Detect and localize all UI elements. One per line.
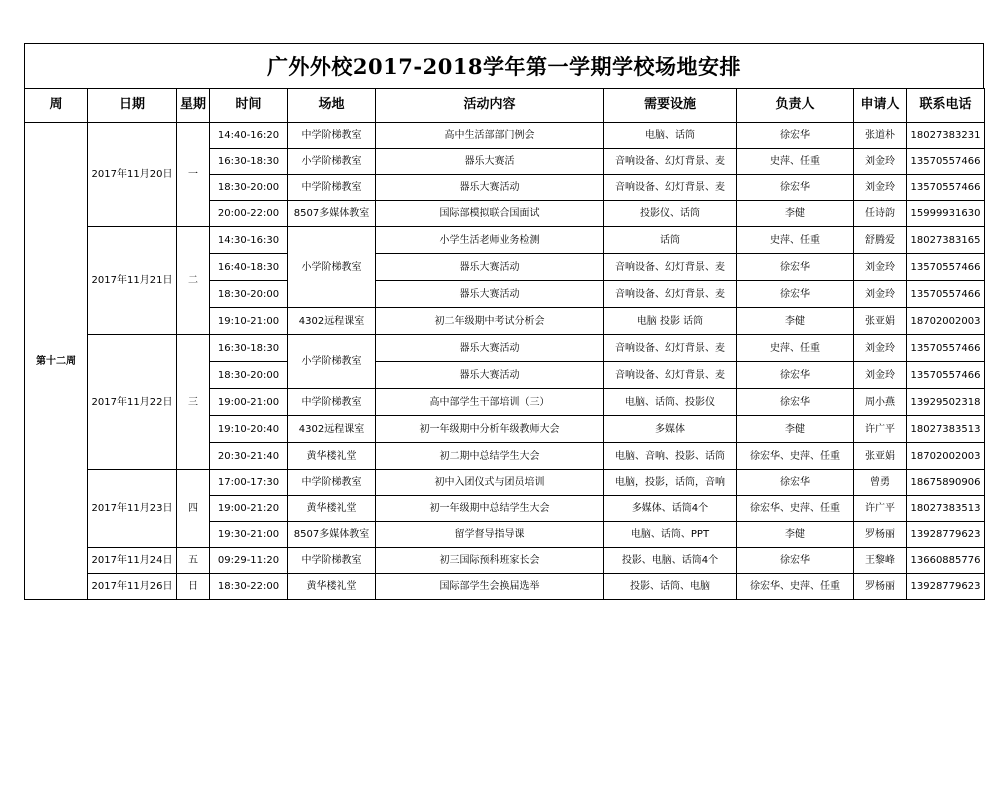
facilities-cell: 音响设备、幻灯背景、麦 [604, 281, 737, 308]
person-cell: 李健 [737, 522, 854, 548]
applicant-cell: 刘金玲 [854, 281, 907, 308]
phone-cell: 13570557466 [907, 175, 985, 201]
venue-cell: 中学阶梯教室 [288, 175, 376, 201]
facilities-cell: 音响设备、幻灯背景、麦 [604, 254, 737, 281]
phone-cell: 13570557466 [907, 281, 985, 308]
facilities-cell: 电脑、话筒 [604, 123, 737, 149]
date-cell: 2017年11月24日 [88, 548, 177, 574]
time-cell: 18:30-22:00 [210, 574, 288, 600]
person-cell: 徐宏华 [737, 123, 854, 149]
facilities-cell: 音响设备、幻灯背景、麦 [604, 175, 737, 201]
phone-cell: 13570557466 [907, 149, 985, 175]
activity-cell: 初二年级期中考试分析会 [376, 308, 604, 335]
weekday-cell: 三 [177, 335, 210, 470]
venue-cell: 黄华楼礼堂 [288, 574, 376, 600]
header-weekday: 星期 [177, 89, 210, 123]
activity-cell: 高中部学生干部培训（三） [376, 389, 604, 416]
time-cell: 14:40-16:20 [210, 123, 288, 149]
date-cell: 2017年11月23日 [88, 470, 177, 548]
person-cell: 徐宏华、史萍、任重 [737, 443, 854, 470]
activity-cell: 器乐大赛活动 [376, 281, 604, 308]
applicant-cell: 刘金玲 [854, 254, 907, 281]
applicant-cell: 舒腾爱 [854, 227, 907, 254]
activity-cell: 器乐大赛活动 [376, 362, 604, 389]
table-row [25, 548, 985, 574]
header-week: 周 [25, 89, 88, 123]
time-cell: 19:00-21:00 [210, 389, 288, 416]
table-row [25, 227, 985, 254]
activity-cell: 器乐大赛活动 [376, 254, 604, 281]
facilities-cell: 电脑 投影 话筒 [604, 308, 737, 335]
header-date: 日期 [88, 89, 177, 123]
facilities-cell: 音响设备、幻灯背景、麦 [604, 362, 737, 389]
applicant-cell: 罗杨丽 [854, 522, 907, 548]
facilities-cell: 多媒体 [604, 416, 737, 443]
time-cell: 16:30-18:30 [210, 335, 288, 362]
applicant-cell: 罗杨丽 [854, 574, 907, 600]
phone-cell: 18027383513 [907, 416, 985, 443]
applicant-cell: 周小燕 [854, 389, 907, 416]
applicant-cell: 王黎峰 [854, 548, 907, 574]
person-cell: 徐宏华 [737, 281, 854, 308]
person-cell: 徐宏华 [737, 389, 854, 416]
activity-cell: 小学生活老师业务检测 [376, 227, 604, 254]
phone-cell: 13928779623 [907, 574, 985, 600]
applicant-cell: 许广平 [854, 496, 907, 522]
activity-cell: 高中生活部部门例会 [376, 123, 604, 149]
venue-cell: 4302远程课室 [288, 308, 376, 335]
time-cell: 17:00-17:30 [210, 470, 288, 496]
venue-cell: 小学阶梯教室 [288, 149, 376, 175]
venue-cell: 4302远程课室 [288, 416, 376, 443]
facilities-cell: 电脑，投影，话筒，音响 [604, 470, 737, 496]
phone-cell: 15999931630 [907, 201, 985, 227]
applicant-cell: 任诗韵 [854, 201, 907, 227]
weekday-cell: 四 [177, 470, 210, 548]
applicant-cell: 曾勇 [854, 470, 907, 496]
phone-cell: 13660885776 [907, 548, 985, 574]
phone-cell: 18702002003 [907, 443, 985, 470]
header-phone: 联系电话 [907, 89, 985, 123]
activity-cell: 初三国际预科班家长会 [376, 548, 604, 574]
applicant-cell: 刘金玲 [854, 149, 907, 175]
facilities-cell: 投影仪、话筒 [604, 201, 737, 227]
sheet-title: 广外外校2017-2018学年第一学期学校场地安排 [24, 43, 984, 88]
schedule-sheet [24, 43, 984, 600]
time-cell: 19:10-21:00 [210, 308, 288, 335]
weekday-cell: 五 [177, 548, 210, 574]
time-cell: 19:00-21:20 [210, 496, 288, 522]
header-facilities: 需要设施 [604, 89, 737, 123]
person-cell: 徐宏华 [737, 175, 854, 201]
applicant-cell: 张道朴 [854, 123, 907, 149]
person-cell: 徐宏华、史萍、任重 [737, 574, 854, 600]
venue-cell: 黄华楼礼堂 [288, 496, 376, 522]
person-cell: 徐宏华 [737, 470, 854, 496]
time-cell: 16:30-18:30 [210, 149, 288, 175]
phone-cell: 18702002003 [907, 308, 985, 335]
venue-cell: 中学阶梯教室 [288, 548, 376, 574]
phone-cell: 18027383513 [907, 496, 985, 522]
time-cell: 18:30-20:00 [210, 281, 288, 308]
applicant-cell: 刘金玲 [854, 175, 907, 201]
activity-cell: 留学督导指导课 [376, 522, 604, 548]
phone-cell: 13928779623 [907, 522, 985, 548]
person-cell: 李健 [737, 308, 854, 335]
week-cell: 第十二周 [25, 123, 88, 600]
activity-cell: 初一年级期中分析年级教师大会 [376, 416, 604, 443]
time-cell: 18:30-20:00 [210, 362, 288, 389]
venue-cell: 中学阶梯教室 [288, 470, 376, 496]
venue-cell: 8507多媒体教室 [288, 522, 376, 548]
person-cell: 李健 [737, 416, 854, 443]
person-cell: 徐宏华 [737, 254, 854, 281]
weekday-cell: 二 [177, 227, 210, 335]
time-cell: 14:30-16:30 [210, 227, 288, 254]
phone-cell: 13570557466 [907, 362, 985, 389]
venue-cell: 小学阶梯教室 [288, 335, 376, 389]
weekday-cell: 一 [177, 123, 210, 227]
facilities-cell: 电脑、话筒、PPT [604, 522, 737, 548]
date-cell: 2017年11月21日 [88, 227, 177, 335]
facilities-cell: 电脑、音响、投影、话筒 [604, 443, 737, 470]
person-cell: 史萍、任重 [737, 149, 854, 175]
phone-cell: 18027383165 [907, 227, 985, 254]
facilities-cell: 投影、话筒、电脑 [604, 574, 737, 600]
time-cell: 20:30-21:40 [210, 443, 288, 470]
activity-cell: 初中入团仪式与团员培训 [376, 470, 604, 496]
table-row [25, 335, 985, 362]
venue-cell: 中学阶梯教室 [288, 123, 376, 149]
weekday-cell: 日 [177, 574, 210, 600]
time-cell: 18:30-20:00 [210, 175, 288, 201]
activity-cell: 器乐大赛活 [376, 149, 604, 175]
header-row [25, 89, 985, 123]
activity-cell: 初二期中总结学生大会 [376, 443, 604, 470]
header-venue: 场地 [288, 89, 376, 123]
phone-cell: 13570557466 [907, 335, 985, 362]
venue-cell: 小学阶梯教室 [288, 227, 376, 308]
activity-cell: 器乐大赛活动 [376, 335, 604, 362]
phone-cell: 13929502318 [907, 389, 985, 416]
person-cell: 徐宏华 [737, 548, 854, 574]
person-cell: 徐宏华 [737, 362, 854, 389]
facilities-cell: 音响设备、幻灯背景、麦 [604, 149, 737, 175]
facilities-cell: 投影、电脑、话筒4个 [604, 548, 737, 574]
facilities-cell: 电脑、话筒、投影仪 [604, 389, 737, 416]
applicant-cell: 张亚娟 [854, 308, 907, 335]
phone-cell: 18027383231 [907, 123, 985, 149]
phone-cell: 18675890906 [907, 470, 985, 496]
time-cell: 09:29-11:20 [210, 548, 288, 574]
header-applicant: 申请人 [854, 89, 907, 123]
applicant-cell: 张亚娟 [854, 443, 907, 470]
table-row [25, 123, 985, 149]
header-time: 时间 [210, 89, 288, 123]
date-cell: 2017年11月22日 [88, 335, 177, 470]
activity-cell: 国际部模拟联合国面试 [376, 201, 604, 227]
table-row [25, 470, 985, 496]
date-cell: 2017年11月26日 [88, 574, 177, 600]
activity-cell: 国际部学生会换届选举 [376, 574, 604, 600]
header-activity: 活动内容 [376, 89, 604, 123]
applicant-cell: 许广平 [854, 416, 907, 443]
date-cell: 2017年11月20日 [88, 123, 177, 227]
schedule-table [24, 88, 985, 600]
time-cell: 16:40-18:30 [210, 254, 288, 281]
time-cell: 19:30-21:00 [210, 522, 288, 548]
applicant-cell: 刘金玲 [854, 362, 907, 389]
time-cell: 19:10-20:40 [210, 416, 288, 443]
table-row [25, 574, 985, 600]
venue-cell: 中学阶梯教室 [288, 389, 376, 416]
phone-cell: 13570557466 [907, 254, 985, 281]
activity-cell: 初一年级期中总结学生大会 [376, 496, 604, 522]
facilities-cell: 话筒 [604, 227, 737, 254]
applicant-cell: 刘金玲 [854, 335, 907, 362]
activity-cell: 器乐大赛活动 [376, 175, 604, 201]
person-cell: 徐宏华、史萍、任重 [737, 496, 854, 522]
person-cell: 史萍、任重 [737, 335, 854, 362]
facilities-cell: 多媒体、话筒4个 [604, 496, 737, 522]
facilities-cell: 音响设备、幻灯背景、麦 [604, 335, 737, 362]
time-cell: 20:00-22:00 [210, 201, 288, 227]
venue-cell: 8507多媒体教室 [288, 201, 376, 227]
header-person-in-charge: 负责人 [737, 89, 854, 123]
person-cell: 李健 [737, 201, 854, 227]
venue-cell: 黄华楼礼堂 [288, 443, 376, 470]
person-cell: 史萍、任重 [737, 227, 854, 254]
